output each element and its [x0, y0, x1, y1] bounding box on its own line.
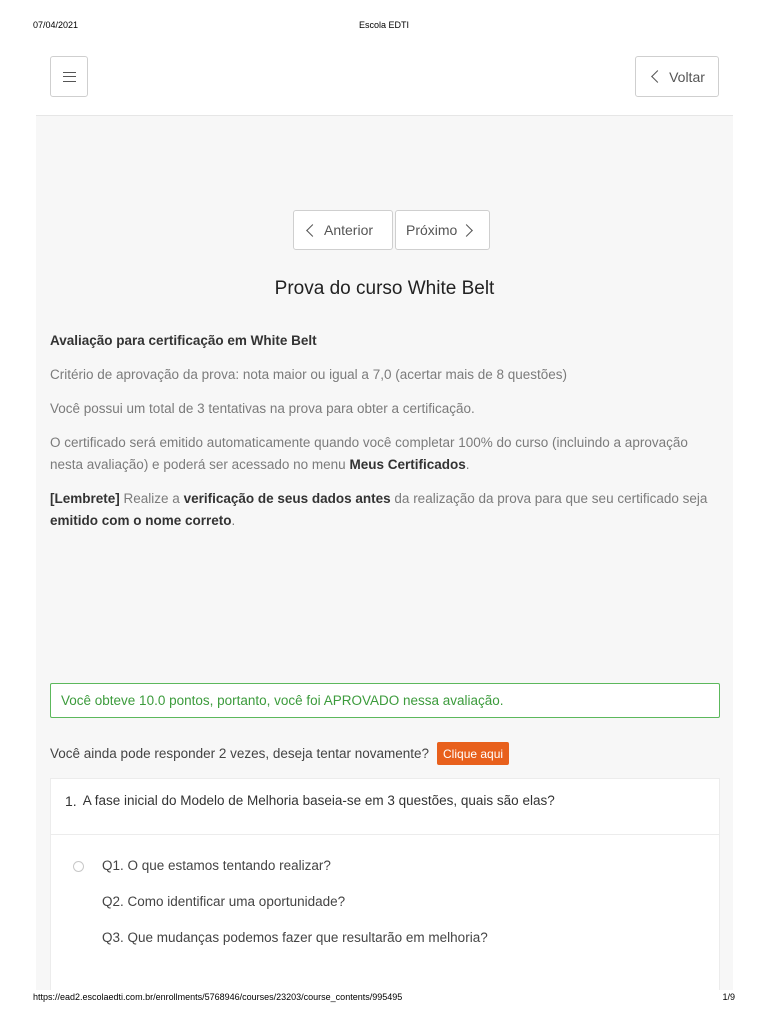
question-text: A fase inicial do Modelo de Melhoria baseia-se em 3 questões, quais são elas? — [82, 793, 555, 808]
answer-option[interactable] — [73, 857, 488, 965]
reminder-tag: [Lembrete] — [50, 491, 120, 506]
chevron-left-icon — [306, 224, 319, 237]
page-title: Prova do curso White Belt — [274, 278, 495, 299]
exam-heading: Avaliação para certificação em White Belt — [50, 333, 317, 348]
menu-button[interactable] — [50, 56, 88, 97]
retry-button[interactable]: Clique aqui — [437, 742, 509, 765]
next-label: Próximo — [406, 222, 458, 238]
attempts-info: Você possui um total de 3 tentativas na prova para obter a certificação. — [50, 401, 475, 416]
top-bar — [36, 56, 733, 116]
approval-criteria: Critério de aprovação da prova: nota maior ou igual a 7,0 (acertar mais de 8 questões) — [50, 367, 568, 382]
print-url: https://ead2.escolaedti.com.br/enrollments/5768946/courses/23203/course_contents/995495 — [33, 992, 403, 1002]
print-page-number: 1/9 — [722, 992, 735, 1002]
certificate-info: O certificado será emitido automaticamente quando você completar 100% do curso (incluindo a aprovação nesta avaliação) e poderá ser acessado no menu Meus Certificados. — [50, 435, 688, 472]
print-date: 07/04/2021 — [33, 20, 79, 30]
back-button-label: Voltar — [669, 68, 705, 85]
option-line: Q1. O que estamos tentando realizar? — [102, 858, 331, 873]
hamburger-menu-icon — [63, 72, 76, 82]
previous-button[interactable] — [293, 210, 393, 250]
lesson-pager — [293, 210, 490, 250]
result-alert: Você obteve 10.0 pontos, portanto, você foi APROVADO nessa avaliação. — [50, 683, 720, 718]
print-title: Escola EDTI — [358, 20, 409, 30]
chevron-left-icon — [651, 70, 664, 83]
answer-option-text — [102, 857, 488, 965]
next-button[interactable] — [395, 210, 490, 250]
certificates-menu-name: Meus Certificados — [349, 457, 466, 472]
previous-label: Anterior — [324, 222, 374, 238]
question-card — [50, 778, 720, 990]
reminder: [Lembrete] Realize a verificação de seus dados antes da realização da prova para que seu certificado seja emitido com o nome correto. — [50, 491, 708, 528]
main-content — [36, 116, 733, 990]
print-header — [0, 20, 768, 34]
question-number: 1. — [65, 793, 77, 809]
radio-button[interactable] — [73, 861, 84, 872]
option-line: Q3. Que mudanças podemos fazer que resultarão em melhoria? — [102, 930, 488, 945]
retry-row — [50, 742, 509, 765]
chevron-right-icon — [460, 224, 473, 237]
option-line: Q2. Como identificar uma oportunidade? — [102, 894, 346, 909]
exam-description — [50, 330, 720, 544]
print-footer — [0, 992, 768, 1006]
back-button[interactable] — [635, 56, 719, 97]
retry-text: Você ainda pode responder 2 vezes, deseja tentar novamente? — [50, 746, 430, 761]
question-header — [51, 779, 719, 835]
